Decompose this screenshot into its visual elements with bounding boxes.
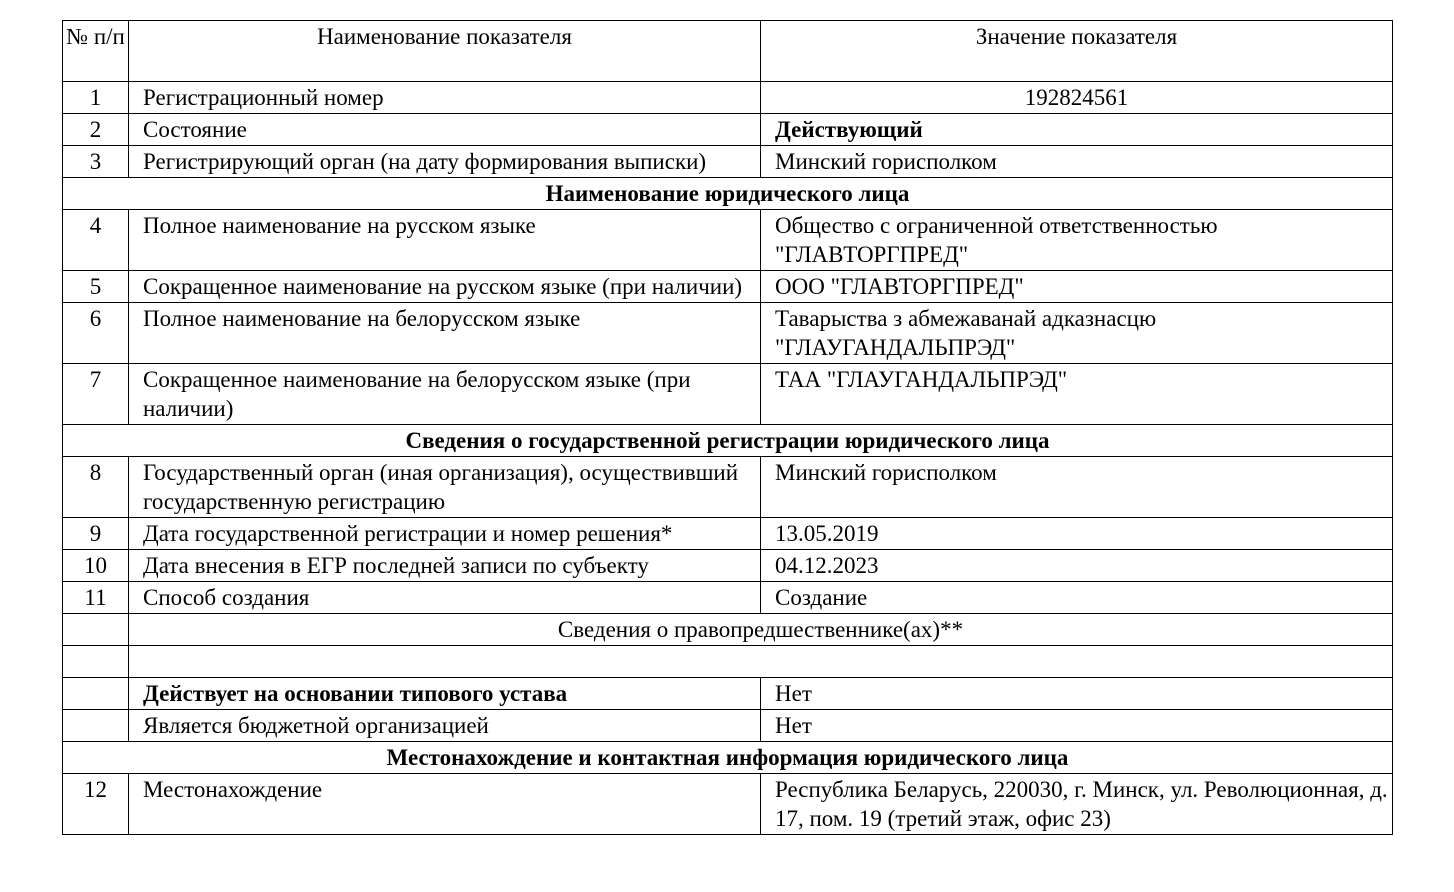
table-row [63,550,1393,582]
row-num-empty [63,614,129,646]
subsection-row [63,614,1393,646]
row-num: 4 [63,210,129,271]
row-value: Минский горисполком [761,457,1393,518]
row-num-empty [63,678,129,710]
section-state-registration: Сведения о государственной регистрации юридического лица [63,425,1393,457]
row-value: Нет [761,678,1393,710]
section-row [63,425,1393,457]
row-value: Нет [761,710,1393,742]
row-num: 8 [63,457,129,518]
row-num: 10 [63,550,129,582]
row-name: Состояние [129,114,761,146]
row-num: 12 [63,774,129,835]
predecessors-empty-cell [129,646,1393,678]
table-row [63,774,1393,835]
row-name: Действует на основании типового устава [129,678,761,710]
status-value: Действующий [761,114,1393,146]
row-value: Республика Беларусь, 220030, г. Минск, ул. Революционная, д. 17, пом. 19 (третий этаж, офис 23) [761,774,1393,835]
row-name: Полное наименование на русском языке [129,210,761,271]
table-row [63,146,1393,178]
table-row [63,364,1393,425]
row-num: 6 [63,303,129,364]
row-value: Общество с ограниченной ответственностью "ГЛАВТОРГПРЕД" [761,210,1393,271]
table-row [63,710,1393,742]
egr-extract-table [62,20,1393,835]
row-value: 13.05.2019 [761,518,1393,550]
row-num: 7 [63,364,129,425]
row-value: ООО "ГЛАВТОРГПРЕД" [761,271,1393,303]
row-num: 11 [63,582,129,614]
table-header-row [63,21,1393,82]
table-row [63,303,1393,364]
row-value: ТАА "ГЛАУГАНДАЛЬПРЭД" [761,364,1393,425]
header-name: Наименование показателя [129,21,761,82]
row-name: Дата внесения в ЕГР последней записи по субъекту [129,550,761,582]
row-name: Государственный орган (иная организация), осуществивший государственную регистрацию [129,457,761,518]
table-row [63,271,1393,303]
section-predecessors: Сведения о правопредшественнике(ах)** [129,614,1393,646]
section-row [63,178,1393,210]
row-name: Дата государственной регистрации и номер решения* [129,518,761,550]
table-row [63,82,1393,114]
row-name: Способ создания [129,582,761,614]
row-num: 3 [63,146,129,178]
row-num: 1 [63,82,129,114]
row-name: Является бюджетной организацией [129,710,761,742]
row-value: 04.12.2023 [761,550,1393,582]
empty-row [63,646,1393,678]
row-name: Сокращенное наименование на белорусском языке (при наличии) [129,364,761,425]
row-name: Полное наименование на белорусском языке [129,303,761,364]
table-row [63,518,1393,550]
row-name: Сокращенное наименование на русском языке (при наличии) [129,271,761,303]
section-row [63,742,1393,774]
row-num: 2 [63,114,129,146]
table-row [63,210,1393,271]
row-num: 9 [63,518,129,550]
table-row [63,457,1393,518]
section-location-contacts: Местонахождение и контактная информация юридического лица [63,742,1393,774]
row-value: Создание [761,582,1393,614]
row-name: Регистрационный номер [129,82,761,114]
row-num-empty [63,710,129,742]
row-name: Местонахождение [129,774,761,835]
table-row [63,678,1393,710]
table-row [63,114,1393,146]
row-value: 192824561 [761,82,1393,114]
section-legal-entity-name: Наименование юридического лица [63,178,1393,210]
row-num: 5 [63,271,129,303]
row-num-empty [63,646,129,678]
table-row [63,582,1393,614]
row-value: Минский горисполком [761,146,1393,178]
row-name: Регистрирующий орган (на дату формирования выписки) [129,146,761,178]
row-value: Таварыства з абмежаванай адказнасцю "ГЛАУГАНДАЛЬПРЭД" [761,303,1393,364]
header-num: № п/п [63,21,129,82]
header-value: Значение показателя [761,21,1393,82]
